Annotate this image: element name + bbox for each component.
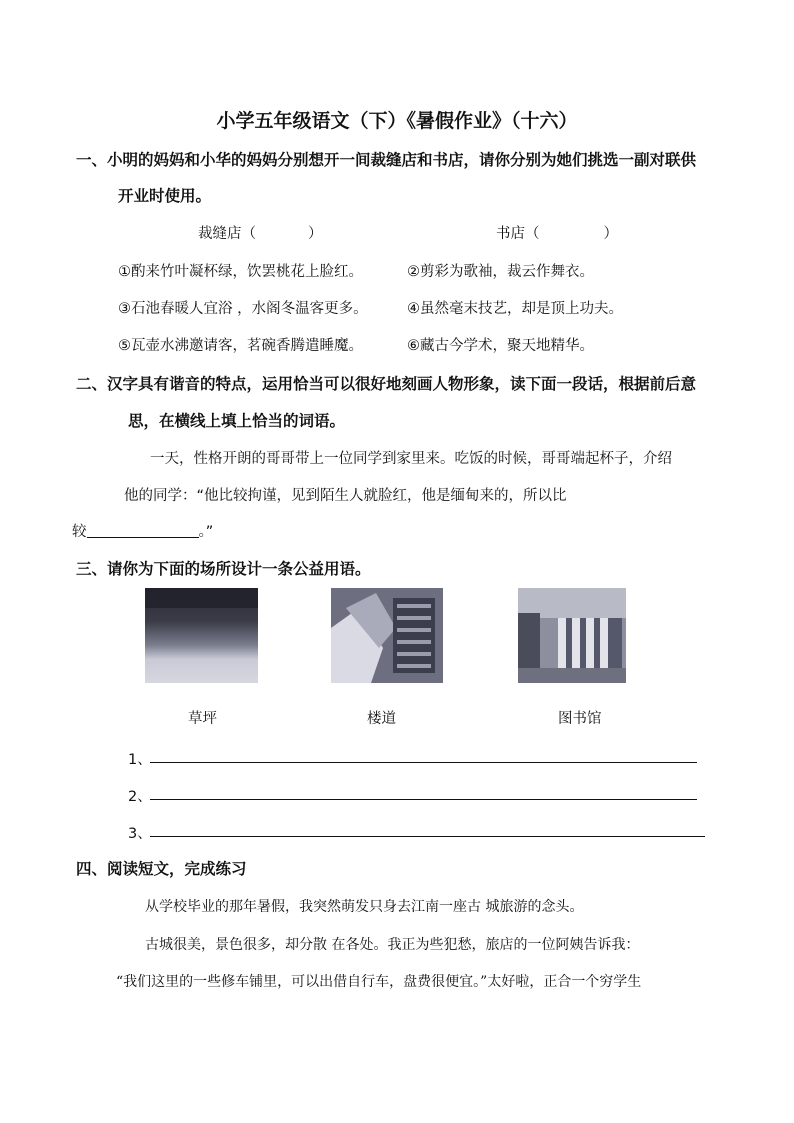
q2-paragraph-line3: [72, 520, 213, 541]
q1-shop1-row: [198, 222, 323, 243]
couplet-option-6: ⑥藏古今学术，聚天地精华。: [407, 338, 594, 354]
couplet-option-2: ②剪彩为歌袖，裁云作舞衣。: [407, 264, 594, 280]
caption-library: 图书馆: [558, 711, 602, 727]
reading-line-2: 古城很美，景色很多，却分散 在各处。我正为些犯愁，旅店的一位阿姨告诉我：: [145, 937, 640, 953]
slogan-line-3[interactable]: [150, 836, 705, 837]
slogan-line-2[interactable]: [150, 799, 697, 800]
q2-line3-start: 较: [72, 524, 87, 540]
q2-paragraph-line1: 一天，性格开朗的哥哥带上一位同学到家里来。吃饭的时候，哥哥端起杯子，介绍: [150, 451, 672, 467]
couplet-option-1: ①酌来竹叶凝杯绿，饮罢桃花上脸红。: [118, 264, 363, 280]
couplet-option-5: ⑤瓦壶水沸邀请客，茗碗香腾遣睡魔。: [118, 338, 363, 354]
q1-heading-line1: 一、小明的妈妈和小华的妈妈分别想开一间裁缝店和书店，请你分别为她们挑选一副对联供: [76, 151, 697, 169]
shop2-label: 书店（: [496, 226, 540, 242]
slogan-line-1[interactable]: [150, 762, 697, 763]
page-title: 小学五年级语文（下）《暑假作业》（十六）: [216, 110, 578, 132]
stairway-photo: [331, 588, 443, 683]
couplet-option-3: ③石池春暖人宜浴 ，水阁冬温客更多。: [118, 301, 368, 317]
q2-paragraph-line2: 他的同学：“他比较拘谨，见到陌生人就脸红，他是缅甸来的，所以比: [124, 488, 567, 504]
shop1-label: 裁缝店（: [198, 226, 256, 242]
slogan-number-3: 3、: [128, 826, 152, 842]
q2-heading-line1: 二、汉字具有谐音的特点，运用恰当可以很好地刻画人物形象，读下面一段话，根据前后意: [76, 375, 697, 393]
q2-line3-end: 。”: [198, 524, 214, 540]
reading-line-3: “我们这里的一些修车铺里，可以出借自行车，盘费很便宜。”太好啦，正合一个穷学生: [116, 974, 642, 990]
q3-heading: 三、请你为下面的场所设计一条公益用语。: [76, 560, 371, 578]
q2-fill-blank[interactable]: [87, 523, 199, 538]
caption-stairway: 楼道: [367, 711, 396, 727]
library-photo: [518, 588, 626, 683]
q4-heading: 四、阅读短文，完成练习: [76, 860, 247, 878]
q2-heading-line2: 思，在横线上填上恰当的词语。: [128, 412, 346, 430]
caption-lawn: 草坪: [188, 711, 217, 727]
slogan-number-2: 2、: [128, 789, 152, 805]
lawn-photo: [145, 588, 258, 683]
stairway-image: [331, 588, 443, 683]
lawn-image: [145, 588, 258, 683]
library-image: [518, 588, 626, 683]
slogan-number-1: 1、: [128, 752, 152, 768]
reading-line-1: 从学校毕业的那年暑假，我突然萌发只身去江南一座古 城旅游的念头。: [145, 899, 584, 915]
shop1-paren-close: ）: [308, 226, 323, 242]
q1-heading-line2: 开业时使用。: [118, 187, 212, 205]
couplet-option-4: ④虽然毫末技艺，却是顶上功夫。: [407, 301, 623, 317]
q1-shop2-row: [496, 222, 618, 243]
shop2-paren-close: ）: [603, 226, 618, 242]
